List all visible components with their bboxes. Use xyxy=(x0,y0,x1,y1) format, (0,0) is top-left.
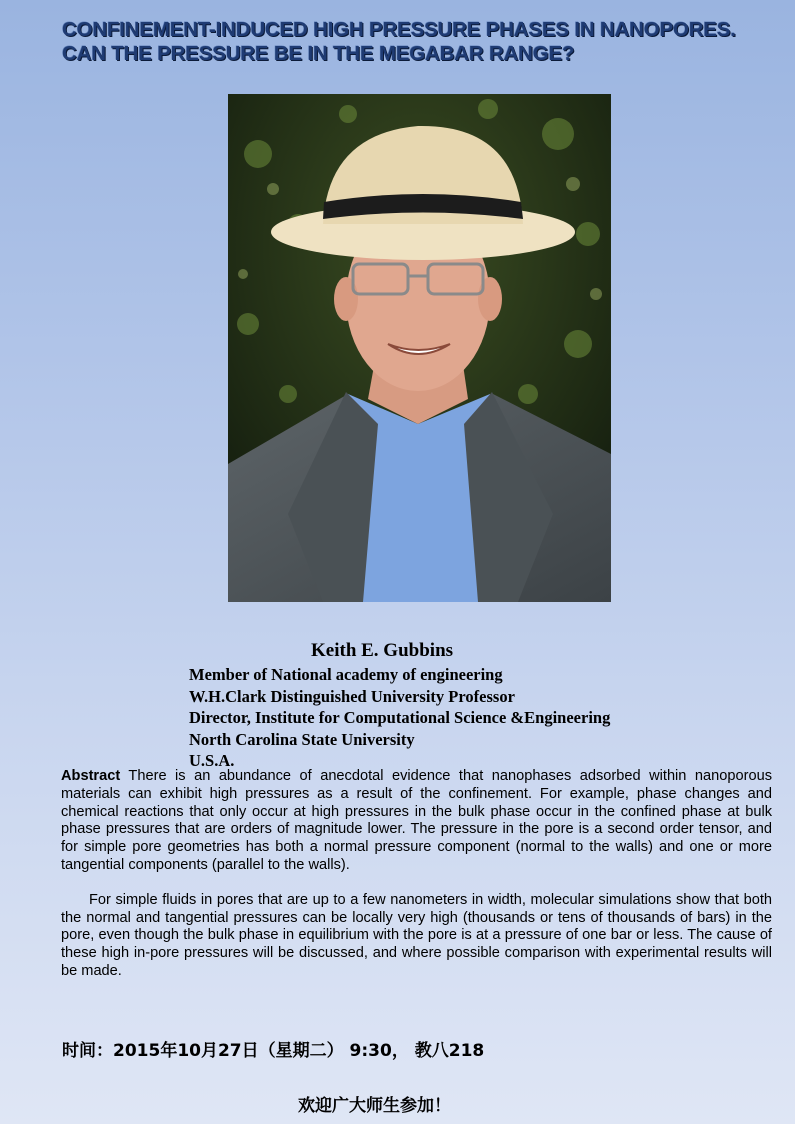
event-time-location: 时间：2015年10月27日（星期二） 9:30， 教八218 xyxy=(62,1041,485,1061)
abstract-label: Abstract xyxy=(61,768,121,784)
affiliation-line: Director, Institute for Computational Science &Engineering xyxy=(189,708,611,727)
speaker-name: Keith E. Gubbins xyxy=(311,640,454,661)
abstract-section xyxy=(61,768,772,981)
abstract-paragraph-2: For simple fluids in pores that are up to a few nanometers in width, molecular simulations show that both the normal and tangential pressures can be locally very high (thousands or tens of thousands of bars) in the pore, even though the bulk phase in equilibrium with the pore is at a pressure of one bar or less. The cause of these high in-pore pressures will be discussed, and where possible comparison with experimental results will be made. xyxy=(61,891,772,979)
abstract-paragraph-1 xyxy=(61,768,772,875)
affiliation-line: Member of National academy of engineering xyxy=(189,665,503,684)
title-line-2: CAN THE PRESSURE BE IN THE MEGABAR RANGE? xyxy=(62,42,575,65)
affiliation-line: U.S.A. xyxy=(189,751,235,770)
speaker-affiliations xyxy=(189,664,610,772)
poster-title xyxy=(62,18,782,66)
affiliation-line: W.H.Clark Distinguished University Professor xyxy=(189,686,515,706)
affiliation-line: North Carolina State University xyxy=(189,729,415,749)
title-line-1: CONFINEMENT-INDUCED HIGH PRESSURE PHASES IN NANOPORES. xyxy=(62,18,736,41)
speaker-photo xyxy=(228,94,611,602)
abstract-text-1: There is an abundance of anecdotal evidence that nanophases adsorbed within nanoporous materials can exhibit high pressures as a result of the confinement. For example, phase changes and chemical reactions that only occur at high pressures in the bulk phase occur in the confined phase at bulk phase pressures that are orders of magnitude lower. The pressure in the pore is a second order tensor, and for simple pore geometries has both a normal pressure component (normal to the walls) and one or more tangential components (parallel to the walls). xyxy=(61,768,772,873)
welcome-message: 欢迎广大师生参加！ xyxy=(298,1096,451,1116)
